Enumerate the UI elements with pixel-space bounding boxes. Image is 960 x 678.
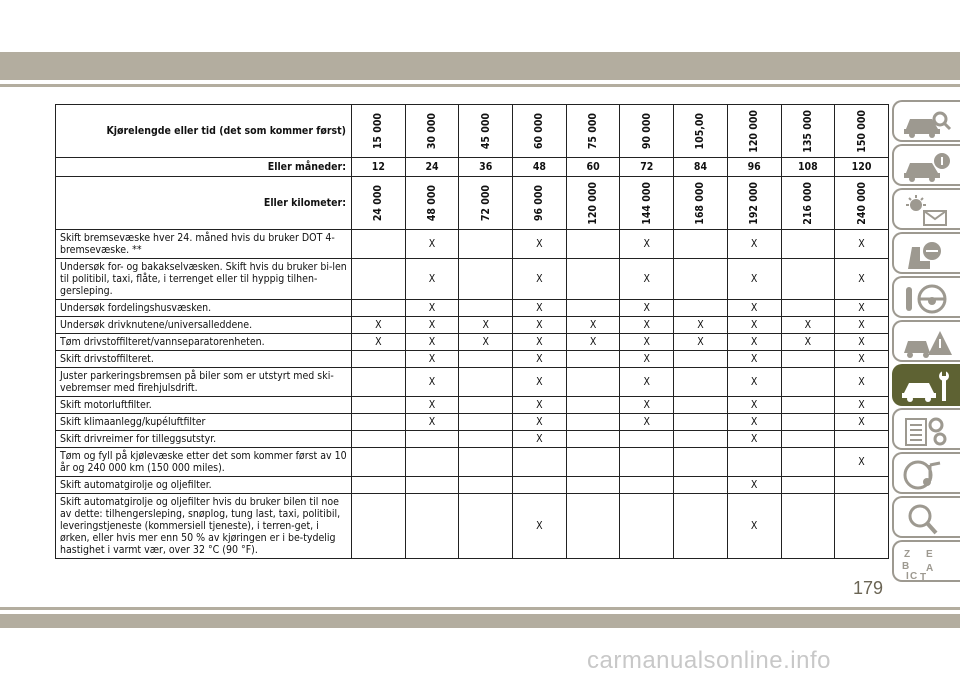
index-letter: C: [910, 571, 918, 581]
service-mark-cell: [835, 494, 889, 559]
service-mark-cell: [566, 477, 620, 494]
service-mark-cell: X: [727, 317, 781, 334]
months-value: 12: [352, 158, 406, 177]
service-mark-cell: X: [727, 397, 781, 414]
service-mark-cell: X: [405, 230, 459, 259]
service-mark-cell: X: [513, 431, 567, 448]
task-description: Tøm drivstoffilteret/vannseparatorenheten.: [56, 334, 352, 351]
service-mark-cell: X: [405, 351, 459, 368]
service-mark-cell: X: [405, 259, 459, 300]
miles-header-row: [56, 105, 889, 158]
service-mark-cell: [781, 448, 835, 477]
months-value: 108: [781, 158, 835, 177]
km-header-row: [56, 177, 889, 230]
warning-light-mail-icon: [902, 195, 952, 227]
service-mark-cell: [566, 431, 620, 448]
service-mark-cell: X: [513, 334, 567, 351]
service-mark-cell: [674, 477, 728, 494]
service-mark-cell: X: [727, 431, 781, 448]
service-mark-cell: X: [727, 300, 781, 317]
service-mark-cell: X: [835, 414, 889, 431]
service-mark-cell: X: [727, 494, 781, 559]
task-description: Skift bremsevæske hver 24. måned hvis du bruker DOT 4-bremsevæske. **: [56, 230, 352, 259]
task-description: Skift automatgirolje og oljefilter.: [56, 477, 352, 494]
service-mark-cell: [674, 368, 728, 397]
miles-value: 75 000: [587, 112, 600, 150]
table-row: [56, 414, 889, 431]
service-mark-cell: X: [513, 300, 567, 317]
index-letter: A: [926, 563, 934, 574]
service-mark-cell: X: [835, 334, 889, 351]
service-mark-cell: [566, 259, 620, 300]
service-mark-cell: [513, 448, 567, 477]
task-description: Skift klimaanlegg/kupéluftfilter: [56, 414, 352, 431]
service-mark-cell: X: [781, 317, 835, 334]
service-mark-cell: [459, 494, 513, 559]
tab-specifications[interactable]: [892, 408, 960, 450]
tab-customer-assistance[interactable]: [892, 496, 960, 538]
table-row: [56, 368, 889, 397]
top-divider-line: [0, 84, 960, 87]
steering-wheel-icon: [902, 283, 952, 315]
service-mark-cell: X: [405, 368, 459, 397]
service-mark-cell: X: [674, 334, 728, 351]
miles-value: 15 000: [372, 112, 385, 150]
service-mark-cell: [405, 494, 459, 559]
table-row: [56, 351, 889, 368]
index-letter: T: [920, 572, 927, 581]
car-search-icon: [902, 107, 952, 139]
miles-header-cell: [781, 105, 835, 158]
months-header-label: Eller måneder:: [56, 158, 352, 177]
service-mark-cell: X: [620, 368, 674, 397]
km-header-cell: [727, 177, 781, 230]
task-description: Skift drivreimer for tilleggsutstyr.: [56, 431, 352, 448]
top-decorative-band: [0, 52, 960, 80]
page-number: 179: [853, 578, 884, 598]
service-mark-cell: [674, 431, 728, 448]
miles-value: 135 000: [801, 109, 814, 153]
service-mark-cell: X: [835, 317, 889, 334]
service-mark-cell: [620, 448, 674, 477]
task-description: Skift automatgirolje og oljefilter hvis du bruker bilen til noe av dette: tilhengersleping, snøplog, tung last, taxi, politibil, leveringstjeneste (kommersiell tjeneste), i terren-get, i ørken, eller hvis mer enn 50 % av kjøringen er i be-tydelig hastighet i varmt vær, over 32 °C (90 °F).: [56, 494, 352, 559]
service-mark-cell: X: [781, 334, 835, 351]
km-header-cell: [835, 177, 889, 230]
service-mark-cell: [352, 351, 406, 368]
service-mark-cell: X: [620, 259, 674, 300]
service-mark-cell: X: [835, 448, 889, 477]
service-mark-cell: X: [835, 230, 889, 259]
miles-header-cell: [674, 105, 728, 158]
service-mark-cell: [781, 259, 835, 300]
service-mark-cell: [781, 431, 835, 448]
service-mark-cell: [674, 397, 728, 414]
miles-header-cell: [727, 105, 781, 158]
music-map-icon: [902, 459, 952, 491]
service-mark-cell: [352, 259, 406, 300]
task-description: Undersøk drivknutene/universalleddene.: [56, 317, 352, 334]
alphabet-index-icon: [902, 547, 952, 581]
service-mark-cell: [566, 448, 620, 477]
miles-header-cell: [620, 105, 674, 158]
tab-car-search[interactable]: [892, 100, 960, 142]
service-mark-cell: [674, 494, 728, 559]
table-row: [56, 259, 889, 300]
airbag-seat-icon: [902, 239, 952, 271]
miles-value: 45 000: [479, 112, 492, 150]
service-mark-cell: X: [405, 300, 459, 317]
km-header-cell: [566, 177, 620, 230]
service-mark-cell: X: [352, 317, 406, 334]
service-mark-cell: [352, 494, 406, 559]
km-header-cell: [513, 177, 567, 230]
list-gears-icon: [902, 415, 952, 447]
service-mark-cell: X: [620, 397, 674, 414]
service-mark-cell: X: [513, 494, 567, 559]
km-value: 120 000: [587, 181, 600, 225]
service-mark-cell: X: [459, 334, 513, 351]
tab-car-info[interactable]: [892, 144, 960, 186]
miles-header-cell: [459, 105, 513, 158]
km-value: 24 000: [372, 184, 385, 222]
service-mark-cell: [352, 397, 406, 414]
task-description: Skift motorluftfilter.: [56, 397, 352, 414]
months-value: 120: [835, 158, 889, 177]
service-mark-cell: X: [513, 230, 567, 259]
km-value: 144 000: [640, 181, 653, 225]
service-mark-cell: [459, 351, 513, 368]
service-mark-cell: X: [620, 414, 674, 431]
table-row: [56, 317, 889, 334]
table-row: [56, 300, 889, 317]
service-mark-cell: [781, 368, 835, 397]
service-mark-cell: [674, 414, 728, 431]
service-mark-cell: [352, 431, 406, 448]
bottom-divider-line: [0, 607, 960, 610]
service-mark-cell: X: [727, 351, 781, 368]
index-letter: Z: [904, 549, 911, 560]
km-header-cell: [459, 177, 513, 230]
service-mark-cell: [620, 477, 674, 494]
km-value: 48 000: [426, 184, 439, 222]
months-value: 60: [566, 158, 620, 177]
service-mark-cell: [781, 351, 835, 368]
months-value: 24: [405, 158, 459, 177]
service-mark-cell: X: [620, 351, 674, 368]
service-mark-cell: [459, 300, 513, 317]
task-description: Juster parkeringsbremsen på biler som er utstyrt med ski-vebremser med firehjulsdrift.: [56, 368, 352, 397]
service-mark-cell: X: [727, 368, 781, 397]
service-mark-cell: X: [405, 317, 459, 334]
service-mark-cell: X: [835, 351, 889, 368]
service-mark-cell: [620, 431, 674, 448]
watermark: carmanualsonline.info: [587, 647, 831, 674]
months-value: 96: [727, 158, 781, 177]
service-mark-cell: [674, 230, 728, 259]
service-mark-cell: [566, 300, 620, 317]
tab-warning-lights[interactable]: [892, 188, 960, 230]
miles-header-cell: [513, 105, 567, 158]
service-mark-cell: [781, 397, 835, 414]
km-header-cell: [781, 177, 835, 230]
service-mark-cell: X: [620, 317, 674, 334]
service-mark-cell: [352, 414, 406, 431]
service-mark-cell: [513, 477, 567, 494]
service-mark-cell: [835, 477, 889, 494]
km-value: 216 000: [801, 181, 814, 225]
km-value: 72 000: [479, 184, 492, 222]
months-value: 84: [674, 158, 728, 177]
table-row: [56, 448, 889, 477]
miles-value: 60 000: [533, 112, 546, 150]
service-mark-cell: X: [835, 259, 889, 300]
service-mark-cell: X: [459, 317, 513, 334]
service-mark-cell: X: [513, 368, 567, 397]
service-mark-cell: X: [674, 317, 728, 334]
service-mark-cell: [352, 300, 406, 317]
km-header-cell: [352, 177, 406, 230]
km-value: 96 000: [533, 184, 546, 222]
service-mark-cell: X: [727, 414, 781, 431]
service-mark-cell: [405, 431, 459, 448]
miles-value: 30 000: [426, 112, 439, 150]
service-mark-cell: X: [727, 230, 781, 259]
service-mark-cell: X: [513, 259, 567, 300]
service-mark-cell: [566, 230, 620, 259]
maintenance-schedule-table: [55, 104, 889, 559]
service-mark-cell: [459, 230, 513, 259]
service-mark-cell: [352, 477, 406, 494]
service-mark-cell: [781, 300, 835, 317]
service-mark-cell: [674, 351, 728, 368]
table-row: [56, 477, 889, 494]
service-mark-cell: [781, 414, 835, 431]
car-wrench-icon: [902, 371, 952, 403]
service-mark-cell: [459, 431, 513, 448]
service-mark-cell: [352, 230, 406, 259]
miles-value: 105,00: [694, 112, 707, 150]
index-letter: I: [906, 571, 909, 581]
service-mark-cell: [405, 448, 459, 477]
service-mark-cell: [352, 448, 406, 477]
miles-value: 90 000: [640, 112, 653, 150]
km-header-cell: [620, 177, 674, 230]
service-mark-cell: X: [835, 300, 889, 317]
service-mark-cell: [674, 300, 728, 317]
service-mark-cell: X: [620, 300, 674, 317]
km-header-cell: [405, 177, 459, 230]
km-value: 240 000: [855, 181, 868, 225]
service-mark-cell: X: [405, 397, 459, 414]
service-mark-cell: [781, 230, 835, 259]
months-value: 36: [459, 158, 513, 177]
table-row: [56, 494, 889, 559]
service-mark-cell: X: [513, 397, 567, 414]
service-mark-cell: [459, 368, 513, 397]
car-warning-triangle-icon: [902, 327, 952, 359]
service-mark-cell: X: [566, 334, 620, 351]
service-mark-cell: [566, 368, 620, 397]
service-mark-cell: [674, 259, 728, 300]
service-mark-cell: [566, 494, 620, 559]
months-header-row: [56, 158, 889, 177]
service-mark-cell: [566, 397, 620, 414]
task-description: Undersøk fordelingshusvæsken.: [56, 300, 352, 317]
service-mark-cell: X: [513, 414, 567, 431]
service-mark-cell: [459, 414, 513, 431]
index-letter: B: [902, 561, 910, 572]
service-mark-cell: [459, 477, 513, 494]
km-value: 168 000: [694, 181, 707, 225]
tab-index[interactable]: [892, 540, 960, 582]
index-letter: E: [926, 549, 933, 560]
miles-header-cell: [835, 105, 889, 158]
service-mark-cell: X: [835, 368, 889, 397]
service-mark-cell: [352, 368, 406, 397]
bottom-decorative-band: [0, 614, 960, 628]
service-mark-cell: X: [727, 259, 781, 300]
tab-safety[interactable]: [892, 232, 960, 274]
tab-multimedia[interactable]: [892, 452, 960, 494]
service-mark-cell: [566, 414, 620, 431]
table-row: [56, 431, 889, 448]
miles-value: 150 000: [855, 109, 868, 153]
service-mark-cell: X: [727, 334, 781, 351]
service-mark-cell: [781, 494, 835, 559]
table-row: [56, 397, 889, 414]
table-row: [56, 230, 889, 259]
service-mark-cell: [405, 477, 459, 494]
car-info-icon: [902, 151, 952, 183]
service-mark-cell: [566, 351, 620, 368]
miles-header-cell: [566, 105, 620, 158]
service-mark-cell: X: [513, 317, 567, 334]
months-value: 48: [513, 158, 567, 177]
service-mark-cell: X: [405, 334, 459, 351]
task-description: Skift drivstoffilteret.: [56, 351, 352, 368]
service-mark-cell: X: [405, 414, 459, 431]
service-mark-cell: X: [727, 477, 781, 494]
service-mark-cell: X: [620, 230, 674, 259]
service-mark-cell: [459, 397, 513, 414]
magnifier-icon: [902, 503, 952, 535]
miles-header-cell: [405, 105, 459, 158]
service-mark-cell: [620, 494, 674, 559]
tab-emergency[interactable]: [892, 320, 960, 362]
service-mark-cell: [459, 259, 513, 300]
service-mark-cell: X: [566, 317, 620, 334]
service-mark-cell: X: [513, 351, 567, 368]
km-value: 192 000: [748, 181, 761, 225]
service-mark-cell: [727, 448, 781, 477]
service-mark-cell: [459, 448, 513, 477]
task-description: Undersøk for- og bakakselvæsken. Skift hvis du bruker bi-len til politibil, taxi, flåte, i terrenget eller til hyppig tilhen-gersleping.: [56, 259, 352, 300]
task-description: Tøm og fyll på kjølevæske etter det som kommer først av 10 år og 240 000 km (150 000 miles).: [56, 448, 352, 477]
km-header-label: Eller kilometer:: [56, 177, 352, 230]
service-mark-cell: [835, 431, 889, 448]
tab-driving[interactable]: [892, 276, 960, 318]
months-value: 72: [620, 158, 674, 177]
miles-header-label: Kjørelengde eller tid (det som kommer først): [56, 105, 352, 158]
miles-value: 120 000: [748, 109, 761, 153]
service-mark-cell: X: [352, 334, 406, 351]
service-mark-cell: X: [620, 334, 674, 351]
service-mark-cell: [674, 448, 728, 477]
service-mark-cell: [781, 477, 835, 494]
miles-header-cell: [352, 105, 406, 158]
table-row: [56, 334, 889, 351]
km-header-cell: [674, 177, 728, 230]
tab-service-maintenance[interactable]: [892, 364, 960, 406]
service-mark-cell: X: [835, 397, 889, 414]
